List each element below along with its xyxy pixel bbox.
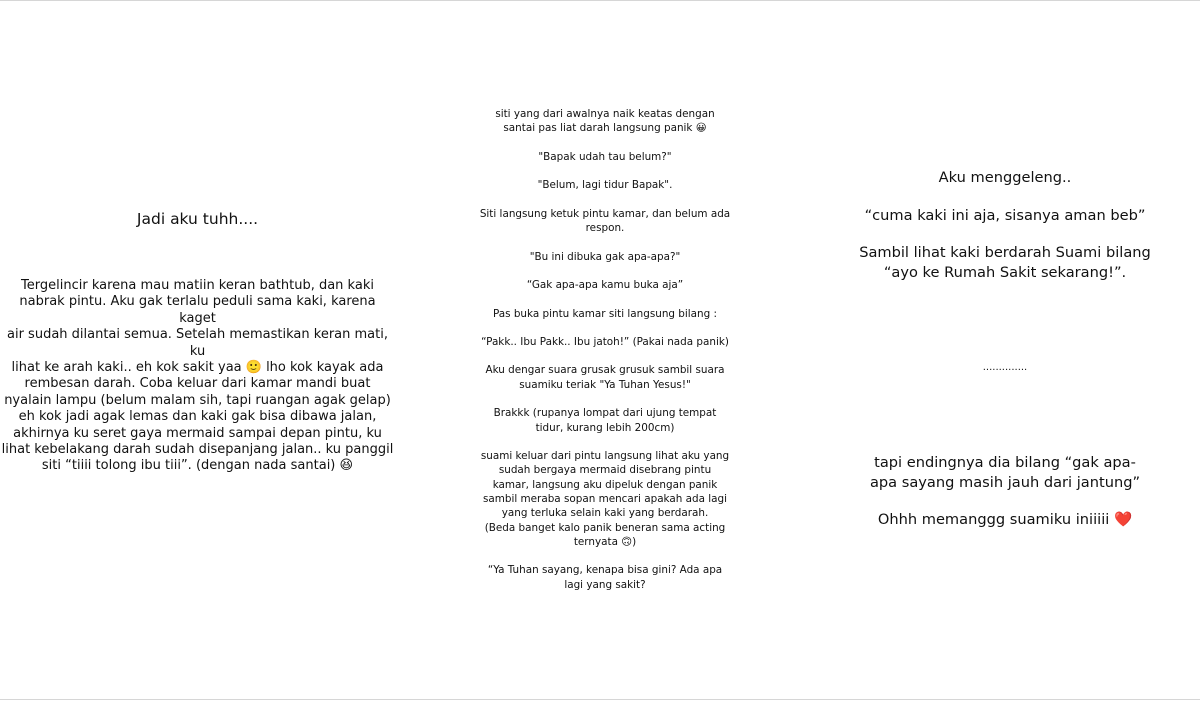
panel-2-paragraph: “Ya Tuhan sayang, kenapa bisa gini? Ada apa lagi yang sakit? bbox=[487, 564, 723, 591]
panel-2-paragraph: Brakkk (rupanya lompat dari ujung tempat tidur, kurang lebih 200cm) bbox=[493, 407, 717, 434]
panel-3-line: “cuma kaki ini aja, sisanya aman beb” bbox=[864, 206, 1146, 224]
panel-3-line: tapi endingnya dia bilang “gak apa- apa sayang masih jauh dari jantung” bbox=[869, 454, 1141, 491]
panel-3-line: Ohhh memanggg suamiku iniiiii ❤️ bbox=[877, 511, 1133, 528]
story-panel-3 bbox=[810, 1, 1200, 701]
panel-2-paragraph: “Gak apa-apa kamu buka aja” bbox=[526, 279, 684, 292]
panel-3-line: Aku menggeleng.. bbox=[938, 169, 1072, 186]
panel-2-text-column bbox=[405, 107, 805, 606]
panel-3-bottom-text bbox=[810, 453, 1200, 548]
panel-1-title: Jadi aku tuhh.... bbox=[136, 210, 259, 228]
panel-2-paragraph: siti yang dari awalnya naik keatas dengan santai pas liat darah langsung panik 😀 bbox=[495, 108, 715, 135]
panel-3-line: Sambil lihat kaki berdarah Suami bilang “ayo ke Rumah Sakit sekarang!”. bbox=[859, 244, 1151, 281]
panel-2-paragraph: "Bapak udah tau belum?" bbox=[538, 150, 672, 163]
panel-2-paragraph: Siti langsung ketuk pintu kamar, dan belum ada respon. bbox=[479, 207, 731, 235]
panel-2-paragraph: "Belum, lagi tidur Bapak". bbox=[537, 179, 673, 192]
panel-2-paragraph: "Bu ini dibuka gak apa-apa?" bbox=[529, 250, 681, 263]
panel-2-paragraph: suami keluar dari pintu langsung lihat aku yang sudah bergaya mermaid disebrang pintu kamar, langsung aku dipeluk dengan panik sambil meraba sopan mencari apakah ada lagi yang terluka selain kaki yang berdarah. (Beda banget kalo panik beneran sama acting ternyata 🙃) bbox=[480, 450, 730, 548]
panel-3-top-text bbox=[810, 168, 1200, 300]
panel-1-body: Tergelincir karena mau matiin keran bathtub, dan kaki nabrak pintu. Aku gak terlalu peduli sama kaki, karena kaget air sudah dilantai semua. Setelah memastikan keran mati, ku lihat ke arah kaki.. eh kok sakit yaa 🙂 lho kok kayak ada rembesan darah. Coba keluar dari kamar mandi buat nyalain lampu (belum malam sih, tapi ruangan agak gelap) eh kok jadi agak lemas dan kaki gak bisa dibawa jalan, akhirnya ku seret gaya mermaid sampai depan pintu, ku lihat kebelakang darah sudah disepanjang jalan.. ku panggil siti “tiiii tolong ibu tiii”. (dengan nada santai) 😆 bbox=[1, 278, 394, 474]
panel-2-paragraph: Aku dengar suara grusak grusuk sambil suara suamiku teriak "Ya Tuhan Yesus!" bbox=[485, 364, 725, 391]
story-panel-2 bbox=[405, 1, 805, 701]
panel-2-paragraph: Pas buka pintu kamar siti langsung bilang : bbox=[492, 307, 718, 320]
panel-2-paragraph: “Pakk.. Ibu Pakk.. Ibu jatoh!” (Pakai nada panik) bbox=[481, 335, 729, 348]
story-panel-1 bbox=[0, 1, 395, 701]
panel-3-ellipsis: .............. bbox=[982, 362, 1028, 373]
